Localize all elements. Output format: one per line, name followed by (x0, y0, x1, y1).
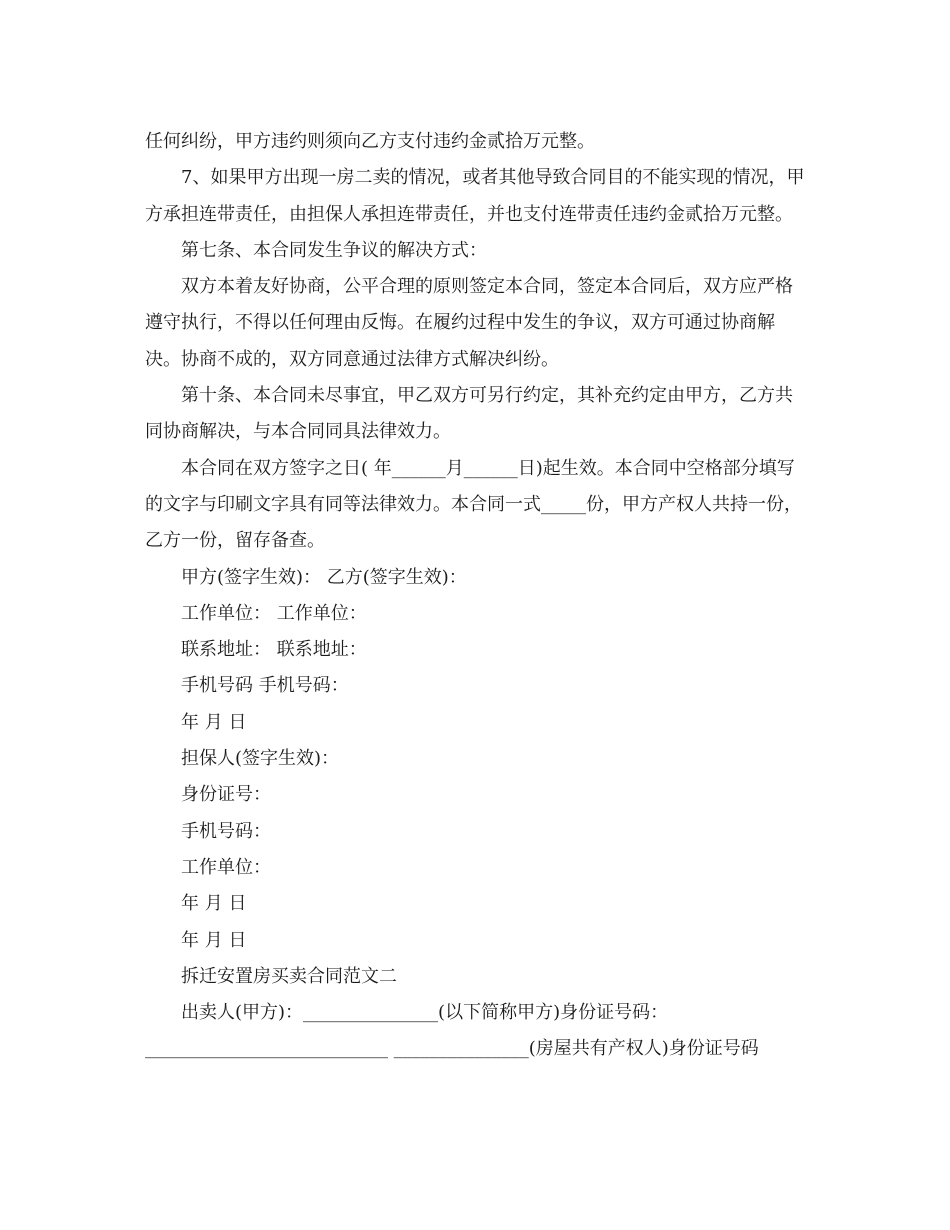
final-date: 年 月 日 (181, 929, 247, 951)
co-owner-line: ___________________________ _______________(房屋共有产权人)身份证号码 (145, 1038, 759, 1060)
guarantor-signature: 担保人(签字生效)： (181, 748, 340, 770)
signature-line-parties: 甲方(签字生效)： 乙方(签字生效)： (181, 566, 467, 588)
paragraph-penalty-continuation: 任何纠纷，甲方违约则须向乙方支付违约金贰拾万元整。 (145, 131, 595, 152)
signature-line-date: 年 月 日 (181, 711, 247, 733)
seller-line: 出卖人(甲方)：_______________(以下简称甲方)身份证号码： (181, 1002, 669, 1024)
section-title-sample-two: 拆迁安置房买卖合同范文二 (181, 965, 397, 987)
signature-line-employer: 工作单位： 工作单位： (181, 602, 367, 624)
paragraph-clause-7: 7、如果甲方出现一房二卖的情况，或者其他导致合同目的不能实现的情况，甲方承担连带责任，由担保人承担连带责任，并也支付连带责任违约金贰拾万元整。 (145, 167, 805, 225)
document-body (145, 124, 805, 1068)
paragraph-dispute-resolution: 双方本着友好协商，公平合理的原则签定本合同，签定本合同后，双方应严格遵守执行，不得以任何理由反悔。在履约过程中发生的争议，双方可通过协商解决。协商不成的，双方同意通过法律方式解决纠纷。 (145, 276, 793, 370)
guarantor-phone: 手机号码： (181, 820, 271, 842)
paragraph-article-7-heading: 第七条、本合同发生争议的解决方式： (181, 239, 487, 261)
guarantor-date: 年 月 日 (181, 893, 247, 915)
paragraph-article-10: 第十条、本合同未尽事宜，甲乙双方可另行约定，其补充约定由甲方，乙方共同协商解决，与本合同同具法律效力。 (145, 385, 793, 443)
guarantor-id-number: 身份证号： (181, 784, 271, 806)
signature-line-address: 联系地址： 联系地址： (181, 639, 367, 661)
guarantor-employer: 工作单位： (181, 856, 271, 878)
signature-line-phone: 手机号码 手机号码： (181, 675, 349, 697)
paragraph-effective-date: 本合同在双方签字之日( 年______月______日)起生效。本合同中空格部分填写的文字与印刷文字具有同等法律效力。本合同一式_____份，甲方产权人共持一份，乙方一份，留存备查。 (145, 457, 802, 552)
